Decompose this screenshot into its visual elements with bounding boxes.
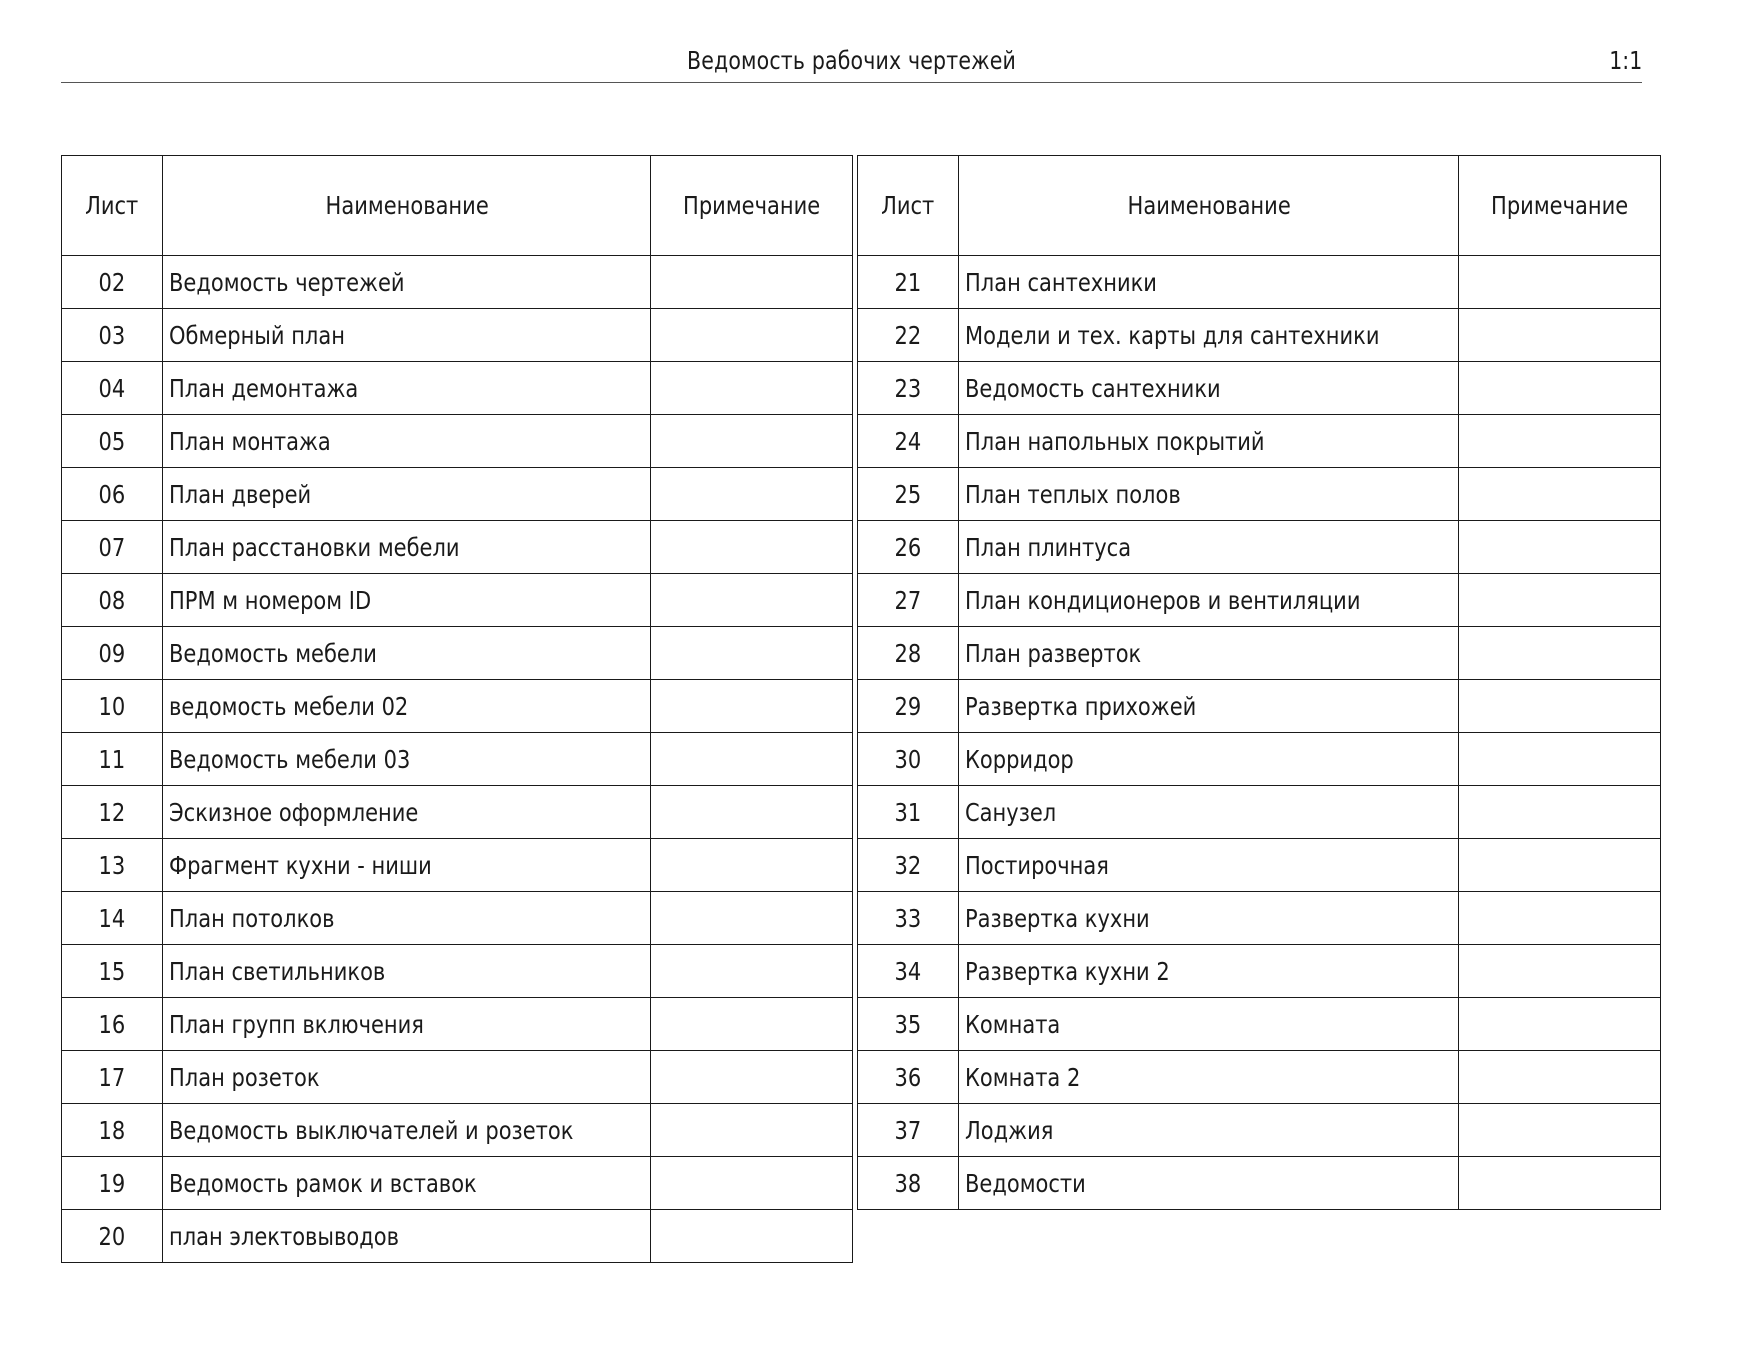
page-header (61, 40, 1642, 83)
note-cell (651, 892, 853, 945)
table-row (858, 256, 1661, 309)
sheet-number-cell: 02 (62, 256, 163, 309)
note-cell (651, 786, 853, 839)
note-cell (1459, 627, 1661, 680)
note-cell (1459, 945, 1661, 998)
table-row (62, 733, 853, 786)
sheet-number-cell: 13 (62, 839, 163, 892)
sheet-name-cell: Ведомость мебели 03 (163, 733, 651, 786)
note-cell (651, 574, 853, 627)
column-header-sheet: Лист (858, 156, 959, 256)
sheet-number-cell: 19 (62, 1157, 163, 1210)
sheet-number-cell: 20 (62, 1210, 163, 1263)
note-cell (1459, 1157, 1661, 1210)
scale-label: 1:1 (1609, 46, 1642, 75)
sheet-number-cell: 12 (62, 786, 163, 839)
sheet-number-cell: 16 (62, 998, 163, 1051)
note-cell (1459, 892, 1661, 945)
table-row (858, 362, 1661, 415)
sheet-name-cell: План плинтуса (959, 521, 1459, 574)
sheet-number-cell: 35 (858, 998, 959, 1051)
note-cell (651, 627, 853, 680)
table-row (62, 362, 853, 415)
sheet-number-cell: 25 (858, 468, 959, 521)
note-cell (1459, 680, 1661, 733)
sheet-name-cell: Фрагмент кухни - ниши (163, 839, 651, 892)
sheet-name-cell: Санузел (959, 786, 1459, 839)
sheet-name-cell: План монтажа (163, 415, 651, 468)
sheet-number-cell: 37 (858, 1104, 959, 1157)
table-row (858, 892, 1661, 945)
sheet-name-cell: План розеток (163, 1051, 651, 1104)
table-row (62, 574, 853, 627)
table-header-row (858, 156, 1661, 256)
drawings-table-right (857, 155, 1661, 1210)
table-row (858, 574, 1661, 627)
sheet-name-cell: План сантехники (959, 256, 1459, 309)
note-cell (1459, 998, 1661, 1051)
sheet-name-cell: План разверток (959, 627, 1459, 680)
table-row (62, 309, 853, 362)
table-row (62, 521, 853, 574)
note-cell (651, 521, 853, 574)
table-row (62, 415, 853, 468)
sheet-number-cell: 34 (858, 945, 959, 998)
sheet-name-cell: план электовыводов (163, 1210, 651, 1263)
table-row (62, 998, 853, 1051)
note-cell (1459, 362, 1661, 415)
sheet-number-cell: 17 (62, 1051, 163, 1104)
note-cell (651, 998, 853, 1051)
sheet-number-cell: 14 (62, 892, 163, 945)
column-header-name: Наименование (163, 156, 651, 256)
sheet-name-cell: Ведомость мебели (163, 627, 651, 680)
note-cell (651, 733, 853, 786)
note-cell (651, 362, 853, 415)
note-cell (1459, 1104, 1661, 1157)
note-cell (1459, 309, 1661, 362)
sheet-number-cell: 24 (858, 415, 959, 468)
column-header-name: Наименование (959, 156, 1459, 256)
table-body (62, 256, 853, 1263)
note-cell (651, 1210, 853, 1263)
table-row (858, 309, 1661, 362)
table-row (858, 680, 1661, 733)
sheet-name-cell: ведомость мебели 02 (163, 680, 651, 733)
sheet-name-cell: Развертка кухни (959, 892, 1459, 945)
column-header-note: Примечание (1459, 156, 1661, 256)
table-row (858, 627, 1661, 680)
sheet-number-cell: 31 (858, 786, 959, 839)
note-cell (651, 468, 853, 521)
sheet-number-cell: 38 (858, 1157, 959, 1210)
table-row (858, 786, 1661, 839)
sheet-number-cell: 11 (62, 733, 163, 786)
sheet-name-cell: План светильников (163, 945, 651, 998)
table-row (62, 892, 853, 945)
table-body (858, 256, 1661, 1210)
sheet-name-cell: Постирочная (959, 839, 1459, 892)
note-cell (651, 945, 853, 998)
sheet-number-cell: 07 (62, 521, 163, 574)
drawings-table-left (61, 155, 853, 1263)
sheet-number-cell: 22 (858, 309, 959, 362)
note-cell (651, 415, 853, 468)
table-row (62, 256, 853, 309)
table-row (858, 945, 1661, 998)
note-cell (651, 309, 853, 362)
table-row (858, 415, 1661, 468)
table-row (858, 1051, 1661, 1104)
column-header-note: Примечание (651, 156, 853, 256)
table-row (62, 1210, 853, 1263)
note-cell (1459, 733, 1661, 786)
table-row (62, 468, 853, 521)
page-title: Ведомость рабочих чертежей (686, 46, 1016, 75)
table-row (62, 786, 853, 839)
sheet-number-cell: 28 (858, 627, 959, 680)
sheet-number-cell: 08 (62, 574, 163, 627)
note-cell (651, 1051, 853, 1104)
sheet-number-cell: 06 (62, 468, 163, 521)
table-row (858, 521, 1661, 574)
sheet-name-cell: Развертка прихожей (959, 680, 1459, 733)
sheet-number-cell: 32 (858, 839, 959, 892)
sheet-name-cell: Ведомость рамок и вставок (163, 1157, 651, 1210)
sheet-number-cell: 03 (62, 309, 163, 362)
sheet-name-cell: Корридор (959, 733, 1459, 786)
sheet-name-cell: Ведомость чертежей (163, 256, 651, 309)
table-row (62, 1051, 853, 1104)
note-cell (651, 1157, 853, 1210)
table-row (62, 1157, 853, 1210)
sheet-name-cell: Ведомость сантехники (959, 362, 1459, 415)
sheet-name-cell: План расстановки мебели (163, 521, 651, 574)
column-header-sheet: Лист (62, 156, 163, 256)
sheet-number-cell: 29 (858, 680, 959, 733)
sheet-number-cell: 36 (858, 1051, 959, 1104)
sheet-number-cell: 33 (858, 892, 959, 945)
note-cell (1459, 521, 1661, 574)
sheet-name-cell: План напольных покрытий (959, 415, 1459, 468)
note-cell (651, 256, 853, 309)
sheet-name-cell: Модели и тех. карты для сантехники (959, 309, 1459, 362)
sheet-name-cell: План потолков (163, 892, 651, 945)
sheet-name-cell: План дверей (163, 468, 651, 521)
table-row (858, 839, 1661, 892)
sheet-name-cell: Эскизное оформление (163, 786, 651, 839)
note-cell (1459, 1051, 1661, 1104)
sheet-number-cell: 30 (858, 733, 959, 786)
sheet-name-cell: ПРМ м номером ID (163, 574, 651, 627)
sheet-number-cell: 04 (62, 362, 163, 415)
note-cell (1459, 839, 1661, 892)
note-cell (1459, 468, 1661, 521)
table-row (62, 1104, 853, 1157)
note-cell (1459, 256, 1661, 309)
table-row (858, 1157, 1661, 1210)
sheet-name-cell: Обмерный план (163, 309, 651, 362)
sheet-name-cell: Развертка кухни 2 (959, 945, 1459, 998)
sheet-name-cell: Ведомость выключателей и розеток (163, 1104, 651, 1157)
note-cell (1459, 574, 1661, 627)
note-cell (651, 680, 853, 733)
sheet-number-cell: 05 (62, 415, 163, 468)
table-row (62, 945, 853, 998)
sheet-name-cell: План теплых полов (959, 468, 1459, 521)
table-row (858, 998, 1661, 1051)
sheet-number-cell: 09 (62, 627, 163, 680)
sheet-name-cell: Лоджия (959, 1104, 1459, 1157)
table-header-row (62, 156, 853, 256)
sheet-number-cell: 27 (858, 574, 959, 627)
sheet-number-cell: 18 (62, 1104, 163, 1157)
sheet-name-cell: План кондиционеров и вентиляции (959, 574, 1459, 627)
sheet-number-cell: 23 (858, 362, 959, 415)
sheet-name-cell: План демонтажа (163, 362, 651, 415)
note-cell (1459, 786, 1661, 839)
sheet-name-cell: Комната (959, 998, 1459, 1051)
table-row (62, 627, 853, 680)
sheet-name-cell: Ведомости (959, 1157, 1459, 1210)
sheet-name-cell: Комната 2 (959, 1051, 1459, 1104)
sheet-number-cell: 10 (62, 680, 163, 733)
table-row (62, 680, 853, 733)
sheet-number-cell: 15 (62, 945, 163, 998)
table-row (858, 1104, 1661, 1157)
sheet-name-cell: План групп включения (163, 998, 651, 1051)
note-cell (1459, 415, 1661, 468)
table-row (858, 468, 1661, 521)
table-row (62, 839, 853, 892)
note-cell (651, 1104, 853, 1157)
sheet-number-cell: 21 (858, 256, 959, 309)
table-row (858, 733, 1661, 786)
note-cell (651, 839, 853, 892)
sheet-number-cell: 26 (858, 521, 959, 574)
